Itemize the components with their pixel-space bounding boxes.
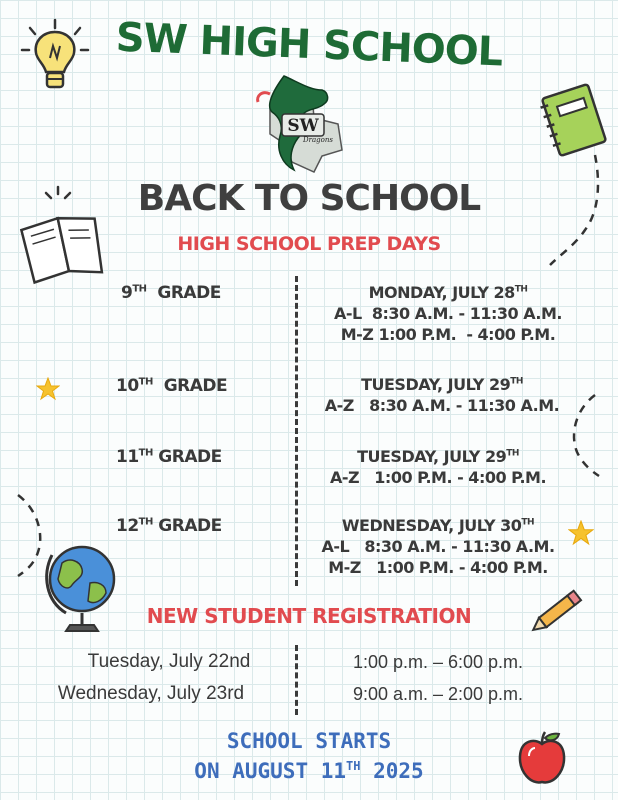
school-starts-line2: ON AUGUST 11TH 2025 — [194, 759, 424, 783]
time-line: A-Z 8:30 A.M. - 11:30 A.M. — [324, 396, 560, 415]
notebook-icon — [536, 80, 612, 160]
date-line: TUESDAY, JULY 29TH — [357, 447, 519, 466]
schedule-9 — [298, 282, 598, 345]
section-title-prep-days: HIGH SCHOOL PREP DAYS — [177, 233, 441, 255]
grade-label-12: 12TH GRADE — [116, 516, 222, 536]
time-line: M-Z 1:00 P.M. - 4:00 P.M. — [340, 325, 556, 344]
date-line: TUESDAY, JULY 29TH — [361, 375, 523, 394]
section-title-registration: NEW STUDENT REGISTRATION — [146, 604, 472, 628]
schedule-12 — [288, 515, 588, 578]
school-starts-line1: SCHOOL STARTS — [226, 729, 392, 753]
time-line: M-Z 1:00 P.M. - 4:00 P.M. — [328, 558, 548, 577]
time-line: A-Z 1:00 P.M. - 4:00 P.M. — [329, 468, 547, 487]
school-title: SW HIGH SCHOOL — [114, 14, 504, 76]
logo-subtext: Dragons — [303, 136, 333, 144]
registration-day: Tuesday, July 22nd — [87, 651, 251, 672]
headline: BACK TO SCHOOL — [137, 178, 481, 219]
school-logo — [252, 72, 352, 180]
globe-icon — [36, 535, 126, 645]
grade-label-10: 10TH GRADE — [116, 376, 228, 396]
schedule-11 — [288, 446, 588, 488]
registration-time: 1:00 p.m. – 6:00 p.m. — [352, 652, 524, 672]
schedule-10 — [292, 374, 592, 416]
time-line: A-L 8:30 A.M. - 11:30 A.M. — [321, 537, 555, 556]
date-line: WEDNESDAY, JULY 30TH — [341, 516, 535, 535]
grade-label-11: 11TH GRADE — [116, 447, 222, 467]
time-line: A-L 8:30 A.M. - 11:30 A.M. — [333, 304, 563, 323]
grade-label-9: 9TH GRADE — [121, 283, 221, 303]
date-line: MONDAY, JULY 28TH — [368, 283, 528, 302]
registration-time: 9:00 a.m. – 2:00 p.m. — [352, 684, 524, 704]
star-icon — [36, 377, 60, 401]
registration-day: Wednesday, July 23rd — [57, 683, 245, 704]
logo-letters: SW — [287, 116, 319, 136]
